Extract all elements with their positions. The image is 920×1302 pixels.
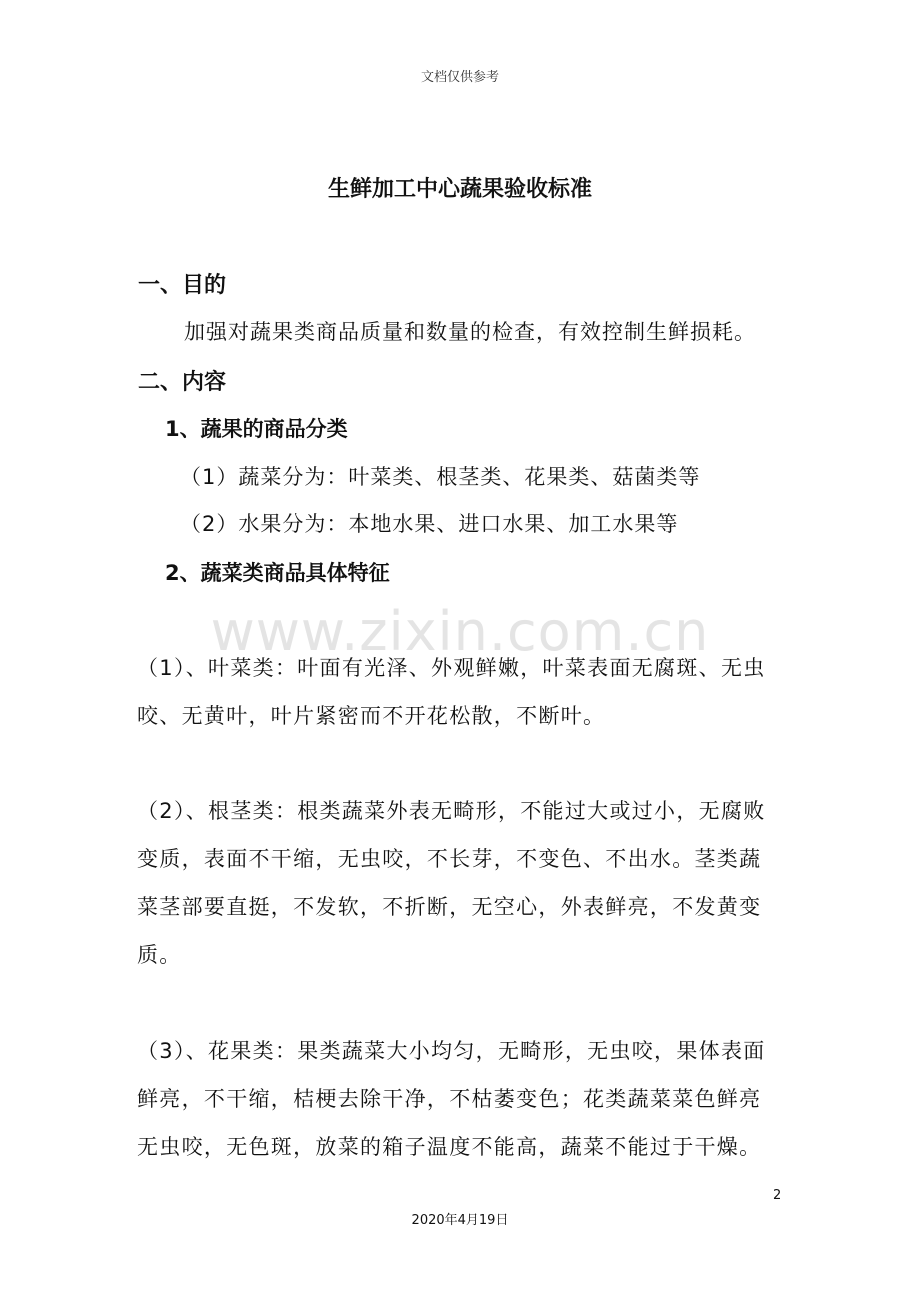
footer-date: 2020年4月19日 [411,1213,509,1228]
paragraph-root [137,787,766,979]
watermark: www.zixin.com.cn [210,600,710,663]
section-heading-purpose: 一、目的 [138,273,227,298]
document-title: 生鲜加工中心蔬果验收标准 [327,177,592,202]
classification-item: （2）水果分为：本地水果、进口水果、加工水果等 [180,512,679,536]
paragraph-line: 变质，表面不干缩，无虫咬，不长芽，不变色、不出水。茎类蔬 [137,847,762,871]
section-heading-content: 二、内容 [138,370,227,395]
purpose-text: 加强对蔬果类商品质量和数量的检查，有效控制生鲜损耗。 [184,320,756,344]
paragraph-line: 鲜亮，不干缩，桔梗去除干净，不枯萎变色；花类蔬菜菜色鲜亮 [137,1087,762,1111]
paragraph-line: （3）、花果类：果类蔬菜大小均匀，无畸形，无虫咬，果体表面 [137,1039,766,1063]
subheading-features: 2、蔬菜类商品具体特征 [165,561,390,585]
paragraph-line: 菜茎部要直挺，不发软，不折断，无空心，外表鲜亮，不发黄变 [137,895,762,919]
page-number: 2 [773,1188,782,1203]
paragraph-line: 质。 [137,943,182,967]
paragraph-line: （2）、根茎类：根类蔬菜外表无畸形，不能过大或过小，无腐败 [137,799,766,823]
paragraph-line: （1）、叶菜类：叶面有光泽、外观鲜嫩，叶菜表面无腐斑、无虫 [137,656,766,680]
subheading-classification: 1、蔬果的商品分类 [165,417,348,441]
paragraph-line: 无虫咬，无色斑，放菜的箱子温度不能高，蔬菜不能过于干燥。 [137,1135,762,1159]
paragraph-fruit [137,1027,766,1171]
paragraph-line: 咬、无黄叶，叶片紧密而不开花松散，不断叶。 [137,704,606,728]
classification-item: （1）蔬菜分为：叶菜类、根茎类、花果类、菇菌类等 [180,465,701,489]
page-header: 文档仅供参考 [420,70,499,85]
paragraph-leafy [137,644,766,740]
